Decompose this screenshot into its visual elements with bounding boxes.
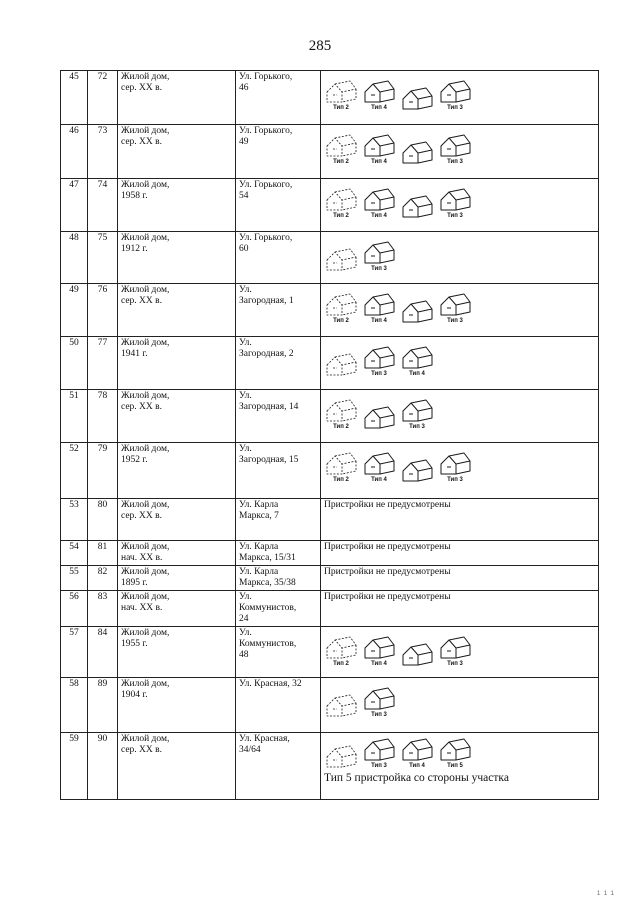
type-label: Тип 4 [371, 159, 387, 165]
house-type-diagram [438, 188, 472, 220]
house-icon [362, 80, 396, 104]
house-icon [362, 406, 396, 430]
object-number: 76 [88, 284, 118, 337]
address-line: Ул. [239, 391, 252, 401]
object-name [118, 591, 236, 627]
house-type-diagram [400, 399, 434, 431]
house-type-diagram [324, 80, 358, 112]
house-type-diagram [438, 738, 472, 770]
house-type-diagram [362, 406, 396, 431]
house-icon [362, 188, 396, 212]
object-number: 80 [88, 499, 118, 541]
house-icon [438, 452, 472, 476]
house-diagrams [324, 679, 595, 719]
extension-types [321, 390, 599, 443]
object-number: 83 [88, 591, 118, 627]
house-icon [400, 643, 434, 667]
object-name-line: 1904 г. [121, 690, 148, 700]
object-name-line: сер. XX в. [121, 137, 163, 147]
address-line: 34/64 [239, 745, 261, 755]
object-name-line: нач. XX в. [121, 603, 163, 613]
house-diagrams [324, 72, 595, 112]
house-icon [324, 694, 358, 718]
type-label: Тип 2 [333, 213, 349, 219]
address-line: Маркса, 15/31 [239, 553, 296, 563]
object-name-line: сер. XX в. [121, 402, 163, 412]
table-row [61, 71, 599, 125]
address [236, 232, 321, 284]
object-name [118, 566, 236, 591]
row-number: 59 [61, 733, 88, 800]
type-label: Тип 3 [371, 712, 387, 718]
house-icon [400, 346, 434, 370]
object-number: 72 [88, 71, 118, 125]
extension-types [321, 337, 599, 390]
address-line: Коммунистов, [239, 639, 297, 649]
address [236, 284, 321, 337]
house-type-diagram [324, 745, 358, 770]
row-number: 53 [61, 499, 88, 541]
type-label: Тип 3 [447, 213, 463, 219]
object-number: 75 [88, 232, 118, 284]
address [236, 566, 321, 591]
object-name-line: Жилой дом, [121, 592, 170, 602]
extension-note: Пристройки не предусмотрены [321, 566, 599, 591]
type-label: Тип 3 [447, 105, 463, 111]
address [236, 627, 321, 678]
house-type-diagram [400, 643, 434, 668]
object-name [118, 443, 236, 499]
row-number: 57 [61, 627, 88, 678]
house-icon [324, 80, 358, 104]
table-row [61, 678, 599, 733]
house-icon [362, 241, 396, 265]
house-type-diagram [400, 300, 434, 325]
house-icon [324, 353, 358, 377]
extension-types [321, 179, 599, 232]
type-label: Тип 2 [333, 477, 349, 483]
house-type-diagram [438, 293, 472, 325]
table-row [61, 125, 599, 179]
type-label: Тип 2 [333, 318, 349, 324]
address-line: Ул. [239, 592, 252, 602]
address-line: Ул. Горького, [239, 233, 293, 243]
object-name [118, 499, 236, 541]
house-type-diagram [400, 87, 434, 112]
address [236, 591, 321, 627]
address [236, 733, 321, 800]
type-label: Тип 3 [447, 159, 463, 165]
house-type-diagram [400, 141, 434, 166]
house-type-diagram [362, 636, 396, 668]
address-line: 54 [239, 191, 249, 201]
type-label: Тип 3 [409, 424, 425, 430]
type-label: Тип 2 [333, 661, 349, 667]
house-type-diagram [324, 248, 358, 273]
address [236, 125, 321, 179]
object-name-line: Жилой дом, [121, 542, 170, 552]
house-type-diagram [362, 738, 396, 770]
row-number: 47 [61, 179, 88, 232]
object-name-line: сер. XX в. [121, 745, 163, 755]
address-line: Ул. [239, 338, 252, 348]
object-name-line: Жилой дом, [121, 444, 170, 454]
object-name-line: 1895 г. [121, 578, 148, 588]
object-name [118, 179, 236, 232]
object-number: 77 [88, 337, 118, 390]
address-line: Коммунистов, [239, 603, 297, 613]
object-name [118, 390, 236, 443]
house-type-diagram [324, 399, 358, 431]
house-type-diagram [400, 738, 434, 770]
extension-types [321, 627, 599, 678]
object-name-line: Жилой дом, [121, 679, 170, 689]
row-number: 56 [61, 591, 88, 627]
row-number: 45 [61, 71, 88, 125]
address [236, 541, 321, 566]
object-name-line: сер. XX в. [121, 296, 163, 306]
house-type-diagram [362, 80, 396, 112]
type-label: Тип 4 [409, 763, 425, 769]
address-line: Ул. Карла [239, 500, 279, 510]
page-number: 285 [308, 38, 332, 54]
house-icon [438, 293, 472, 317]
object-name-line: Жилой дом, [121, 72, 170, 82]
house-diagrams [324, 233, 595, 273]
house-icon [438, 80, 472, 104]
house-type-diagram [438, 134, 472, 166]
house-icon [400, 87, 434, 111]
row-number: 49 [61, 284, 88, 337]
extension-types [321, 284, 599, 337]
corner-marks: 111 [596, 891, 618, 897]
house-icon [324, 636, 358, 660]
address [236, 499, 321, 541]
table-row [61, 179, 599, 232]
object-name-line: 1955 г. [121, 639, 148, 649]
house-type-diagram [324, 353, 358, 378]
house-icon [438, 134, 472, 158]
type-label: Тип 2 [333, 105, 349, 111]
table-row [61, 541, 599, 566]
address-line: Загородная, 14 [239, 402, 299, 412]
type-label: Тип 3 [371, 266, 387, 272]
type-label: Тип 4 [371, 661, 387, 667]
object-name-line: сер. XX в. [121, 83, 163, 93]
table-row [61, 627, 599, 678]
address [236, 71, 321, 125]
house-type-diagram [362, 134, 396, 166]
object-number: 84 [88, 627, 118, 678]
object-name [118, 627, 236, 678]
object-name [118, 541, 236, 566]
address-line: Ул. [239, 628, 252, 638]
type-label: Тип 2 [333, 159, 349, 165]
extension-note: Пристройки не предусмотрены [321, 499, 599, 541]
house-diagrams [324, 628, 595, 668]
house-icon [438, 636, 472, 660]
address-line: Загородная, 1 [239, 296, 294, 306]
table-row [61, 443, 599, 499]
object-name [118, 284, 236, 337]
house-icon [400, 459, 434, 483]
house-type-diagram [438, 636, 472, 668]
house-icon [438, 188, 472, 212]
extension-types [321, 733, 599, 800]
house-type-diagram [362, 293, 396, 325]
address-line: 46 [239, 83, 249, 93]
type-label: Тип 4 [371, 213, 387, 219]
row-number: 48 [61, 232, 88, 284]
house-icon [400, 195, 434, 219]
object-name-line: Жилой дом, [121, 126, 170, 136]
type-label: Тип 4 [371, 477, 387, 483]
address-line: Маркса, 35/38 [239, 578, 296, 588]
house-type-diagram [324, 694, 358, 719]
house-diagrams [324, 126, 595, 166]
object-name [118, 678, 236, 733]
house-type-diagram [324, 452, 358, 484]
house-diagrams [324, 444, 595, 484]
table-row [61, 232, 599, 284]
object-name-line: 1941 г. [121, 349, 148, 359]
table-row [61, 733, 599, 800]
house-icon [400, 141, 434, 165]
address-line: 49 [239, 137, 249, 147]
house-icon [324, 188, 358, 212]
house-diagrams [324, 338, 595, 378]
object-name-line: 1952 г. [121, 455, 148, 465]
extension-types [321, 678, 599, 733]
address [236, 678, 321, 733]
address [236, 179, 321, 232]
address-line: Ул. Красная, [239, 734, 290, 744]
house-type-diagram [438, 80, 472, 112]
house-type-diagram [324, 188, 358, 220]
object-number: 89 [88, 678, 118, 733]
house-icon [324, 134, 358, 158]
address-line: Маркса, 7 [239, 511, 279, 521]
type-label: Тип 3 [371, 763, 387, 769]
extension-types [321, 71, 599, 125]
type-label: Тип 2 [333, 424, 349, 430]
object-name-line: 1958 г. [121, 191, 148, 201]
extension-types [321, 232, 599, 284]
house-icon [324, 293, 358, 317]
house-type-diagram [324, 293, 358, 325]
address-line: Ул. [239, 444, 252, 454]
type-label: Тип 3 [447, 477, 463, 483]
object-name-line: 1912 г. [121, 244, 148, 254]
house-type-diagram [362, 452, 396, 484]
row-number: 52 [61, 443, 88, 499]
house-diagrams [324, 180, 595, 220]
house-type-diagram [438, 452, 472, 484]
house-icon [324, 745, 358, 769]
object-name-line: Жилой дом, [121, 734, 170, 744]
object-name-line: сер. XX в. [121, 511, 163, 521]
address-line: Ул. Карла [239, 542, 279, 552]
house-type-diagram [324, 134, 358, 166]
house-type-diagram [400, 195, 434, 220]
table-row [61, 566, 599, 591]
house-icon [400, 738, 434, 762]
address [236, 337, 321, 390]
object-name-line: Жилой дом, [121, 338, 170, 348]
object-name [118, 71, 236, 125]
object-number: 78 [88, 390, 118, 443]
house-icon [362, 134, 396, 158]
type-label: Тип 4 [409, 371, 425, 377]
table-row [61, 499, 599, 541]
address-line: Ул. Горького, [239, 126, 293, 136]
address [236, 390, 321, 443]
house-type-diagram [400, 459, 434, 484]
house-icon [400, 399, 434, 423]
house-icon [362, 452, 396, 476]
object-name [118, 232, 236, 284]
object-name-line: Жилой дом, [121, 628, 170, 638]
address-line: Загородная, 15 [239, 455, 299, 465]
address-line: Ул. Карла [239, 567, 279, 577]
house-icon [324, 399, 358, 423]
row-number: 55 [61, 566, 88, 591]
row-number: 46 [61, 125, 88, 179]
house-type-diagram [362, 241, 396, 273]
address-line: Загородная, 2 [239, 349, 294, 359]
registry-table [60, 70, 599, 800]
object-name-line: Жилой дом, [121, 233, 170, 243]
house-type-diagram [362, 188, 396, 220]
house-diagrams [324, 391, 595, 431]
house-icon [400, 300, 434, 324]
object-number: 74 [88, 179, 118, 232]
object-name-line: нач. XX в. [121, 553, 163, 563]
house-icon [362, 346, 396, 370]
address-line: 48 [239, 650, 249, 660]
address-line: Ул. [239, 285, 252, 295]
house-diagrams [324, 734, 595, 770]
address-line: Ул. Красная, 32 [239, 679, 302, 689]
house-icon [324, 248, 358, 272]
object-number: 82 [88, 566, 118, 591]
type-label: Тип 3 [447, 661, 463, 667]
address-line: Ул. Горького, [239, 72, 293, 82]
house-icon [362, 687, 396, 711]
object-number: 90 [88, 733, 118, 800]
address [236, 443, 321, 499]
object-name-line: Жилой дом, [121, 180, 170, 190]
type-caption: Тип 5 пристройка со стороны участка [324, 772, 509, 784]
house-type-diagram [324, 636, 358, 668]
table-row [61, 591, 599, 627]
house-diagrams [324, 285, 595, 325]
object-name [118, 733, 236, 800]
table-row [61, 337, 599, 390]
object-name-line: Жилой дом, [121, 500, 170, 510]
type-label: Тип 4 [371, 105, 387, 111]
object-name-line: Жилой дом, [121, 567, 170, 577]
address-line: 60 [239, 244, 249, 254]
row-number: 51 [61, 390, 88, 443]
extension-note: Пристройки не предусмотрены [321, 591, 599, 627]
object-number: 79 [88, 443, 118, 499]
house-icon [362, 293, 396, 317]
table-row [61, 284, 599, 337]
house-type-diagram [362, 346, 396, 378]
table-row [61, 390, 599, 443]
extension-types [321, 125, 599, 179]
extension-types [321, 443, 599, 499]
object-number: 81 [88, 541, 118, 566]
house-icon [362, 738, 396, 762]
type-label: Тип 5 [447, 763, 463, 769]
house-type-diagram [362, 687, 396, 719]
row-number: 58 [61, 678, 88, 733]
house-icon [362, 636, 396, 660]
object-name-line: Жилой дом, [121, 391, 170, 401]
address-line: 24 [239, 614, 249, 624]
type-label: Тип 3 [447, 318, 463, 324]
house-icon [438, 738, 472, 762]
object-name [118, 337, 236, 390]
type-label: Тип 3 [371, 371, 387, 377]
row-number: 54 [61, 541, 88, 566]
house-icon [324, 452, 358, 476]
object-name [118, 125, 236, 179]
object-number: 73 [88, 125, 118, 179]
house-type-diagram [400, 346, 434, 378]
extension-note: Пристройки не предусмотрены [321, 541, 599, 566]
row-number: 50 [61, 337, 88, 390]
type-label: Тип 4 [371, 318, 387, 324]
address-line: Ул. Горького, [239, 180, 293, 190]
object-name-line: Жилой дом, [121, 285, 170, 295]
